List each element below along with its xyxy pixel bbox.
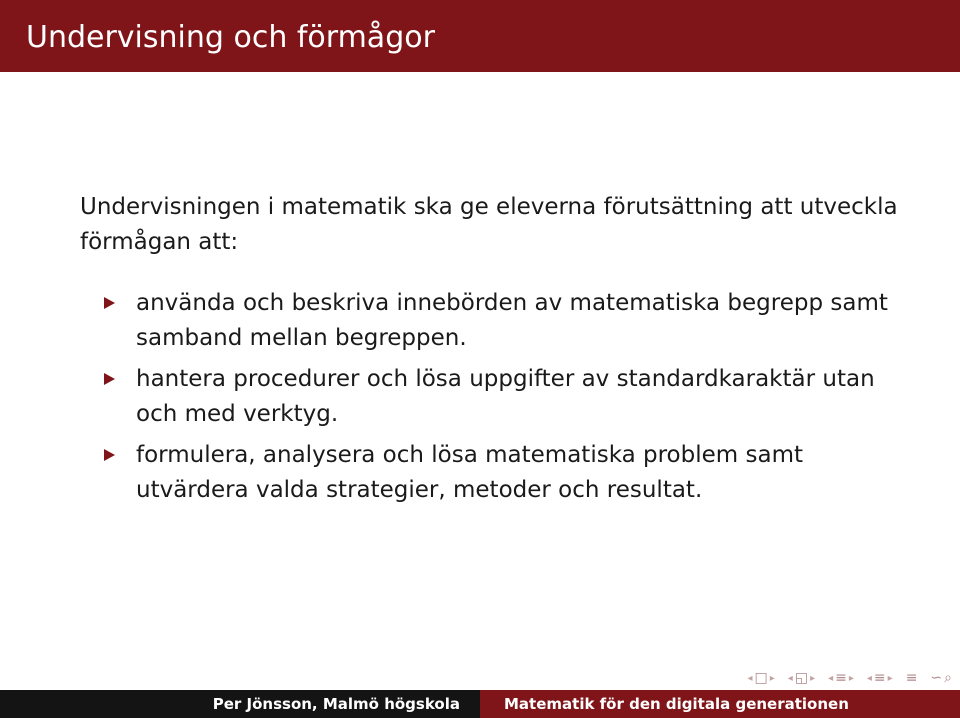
subsection-icon[interactable]: ◱: [794, 670, 809, 686]
list-item: [80, 362, 910, 432]
section-icon[interactable]: ≡: [835, 670, 847, 686]
footer-author: Per Jönsson, Malmö högskola: [0, 690, 480, 718]
triangle-right-icon: [104, 449, 115, 461]
frame-navigation: [748, 670, 775, 686]
intro-text: Undervisningen i matematik ska ge eleverna förutsättning att utveckla förmågan att:: [80, 194, 898, 255]
bullet-text: hantera procedurer och lösa uppgifter av standardkaraktär utan och med verktyg.: [136, 366, 875, 427]
beamer-navigation-bar: [738, 668, 953, 688]
doc-next-button[interactable]: ▸: [887, 672, 893, 684]
appendix-navigation: [906, 670, 918, 686]
slide-title: Undervisning och förmågor: [26, 20, 435, 55]
document-icon[interactable]: ≡: [873, 670, 886, 686]
bullet-text: använda och beskriva innebörden av matematiska begrepp samt samband mellan begreppen.: [136, 290, 888, 351]
section-prev-button[interactable]: ◂: [828, 672, 834, 684]
search-navigation: [930, 670, 952, 686]
footer-bar: [0, 690, 960, 718]
document-navigation: [867, 670, 893, 686]
slide-content: [80, 190, 910, 514]
frame-icon[interactable]: □: [754, 670, 768, 686]
footer-talk-title: Matematik för den digitala generationen: [480, 690, 960, 718]
list-item: [80, 286, 910, 356]
appendix-icon[interactable]: ≡: [905, 670, 918, 686]
triangle-right-icon: [104, 373, 115, 385]
subsection-navigation: [788, 670, 815, 686]
list-item: [80, 438, 910, 508]
bullet-text: formulera, analysera och lösa matematiska problem samt utvärdera valda strategier, metoder och resultat.: [136, 442, 803, 503]
title-bar: [0, 0, 960, 72]
subsection-next-button[interactable]: ▸: [810, 672, 816, 684]
frame-prev-button[interactable]: ◂: [747, 672, 753, 684]
frame-next-button[interactable]: ▸: [769, 672, 775, 684]
bullet-list: [80, 286, 910, 508]
section-next-button[interactable]: ▸: [848, 672, 854, 684]
section-navigation: [828, 670, 854, 686]
back-forward-icon[interactable]: ∽: [930, 670, 943, 686]
search-icon[interactable]: ⌕: [944, 670, 952, 686]
triangle-right-icon: [104, 297, 115, 309]
doc-prev-button[interactable]: ◂: [866, 672, 872, 684]
subsection-prev-button[interactable]: ◂: [787, 672, 793, 684]
